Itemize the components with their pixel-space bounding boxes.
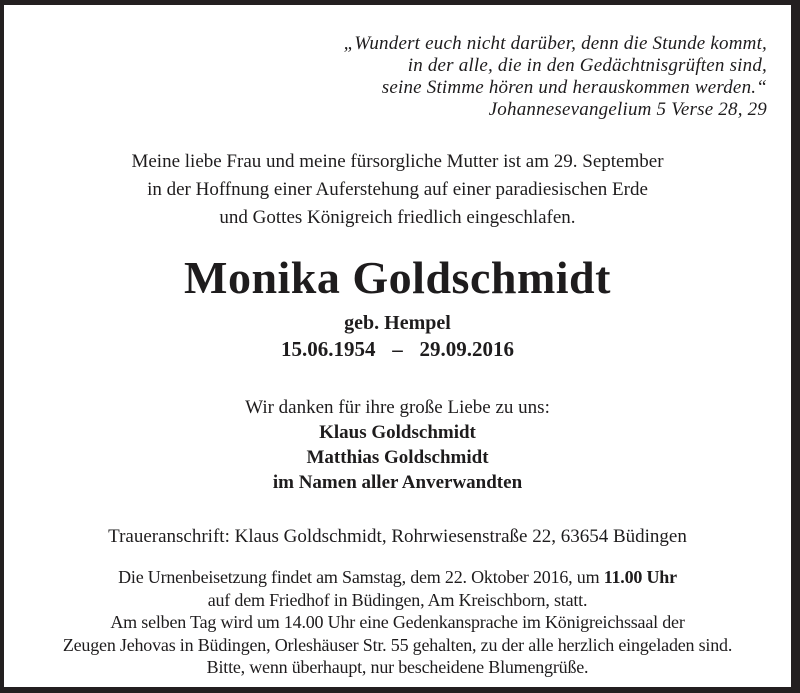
funeral-line-2: auf dem Friedhof in Büdingen, Am Kreischborn, statt. [207, 589, 588, 610]
announcement-line-1: Meine liebe Frau und meine fürsorgliche Mutter ist am 29. September [131, 151, 664, 172]
birth-name: geb. Hempel [344, 312, 451, 334]
quote-line-3: seine Stimme hören und herauskommen werden.“ [381, 77, 767, 98]
funeral-line-1-text: Die Urnenbeisetzung findet am Samstag, dem 22. Oktober 2016, um [118, 567, 604, 587]
deceased-name: Monika Goldschmidt [184, 252, 611, 303]
funeral-time: 11.00 Uhr [603, 567, 677, 587]
quote-line-2: in der alle, die in den Gedächtnisgrüften sind, [407, 55, 767, 76]
mourning-address: Traueranschrift: Klaus Goldschmidt, Rohrwiesenstraße 22, 63654 Büdingen [108, 526, 687, 547]
death-announcement [4, 148, 791, 232]
announcement-line-2: in der Hoffnung einer Auferstehung auf einer paradiesischen Erde [147, 179, 648, 200]
announcement-line-3: und Gottes Königreich friedlich eingeschlafen. [219, 207, 576, 228]
funeral-line-1 [4, 566, 791, 589]
quote-line-1: „Wundert euch nicht darüber, denn die Stunde kommt, [343, 33, 767, 54]
life-dates: 15.06.1954 – 29.09.2016 [280, 337, 515, 361]
mourner-name-1: Klaus Goldschmidt [319, 422, 476, 443]
funeral-line-4: Zeugen Jehovas in Büdingen, Orleshäuser Str. 55 gehalten, zu der alle herzlich eingeladen sind. [62, 634, 733, 655]
scripture-quote [4, 33, 791, 121]
funeral-line-3: Am selben Tag wird um 14.00 Uhr eine Gedenkansprache im Königreichssaal der [110, 612, 685, 632]
thanks-intro: Wir danken für ihre große Liebe zu uns: [245, 397, 550, 418]
thanks-section [4, 395, 791, 495]
obituary-clipping [4, 5, 791, 687]
quote-attribution: Johannesevangelium 5 Verse 28, 29 [488, 99, 767, 120]
funeral-line-5: Bitte, wenn überhaupt, nur bescheidene Blumengrüße. [206, 657, 589, 677]
mourners-relatives: im Namen aller Anverwandten [272, 472, 523, 493]
mourner-name-2: Matthias Goldschmidt [306, 447, 489, 468]
funeral-details [4, 566, 791, 679]
